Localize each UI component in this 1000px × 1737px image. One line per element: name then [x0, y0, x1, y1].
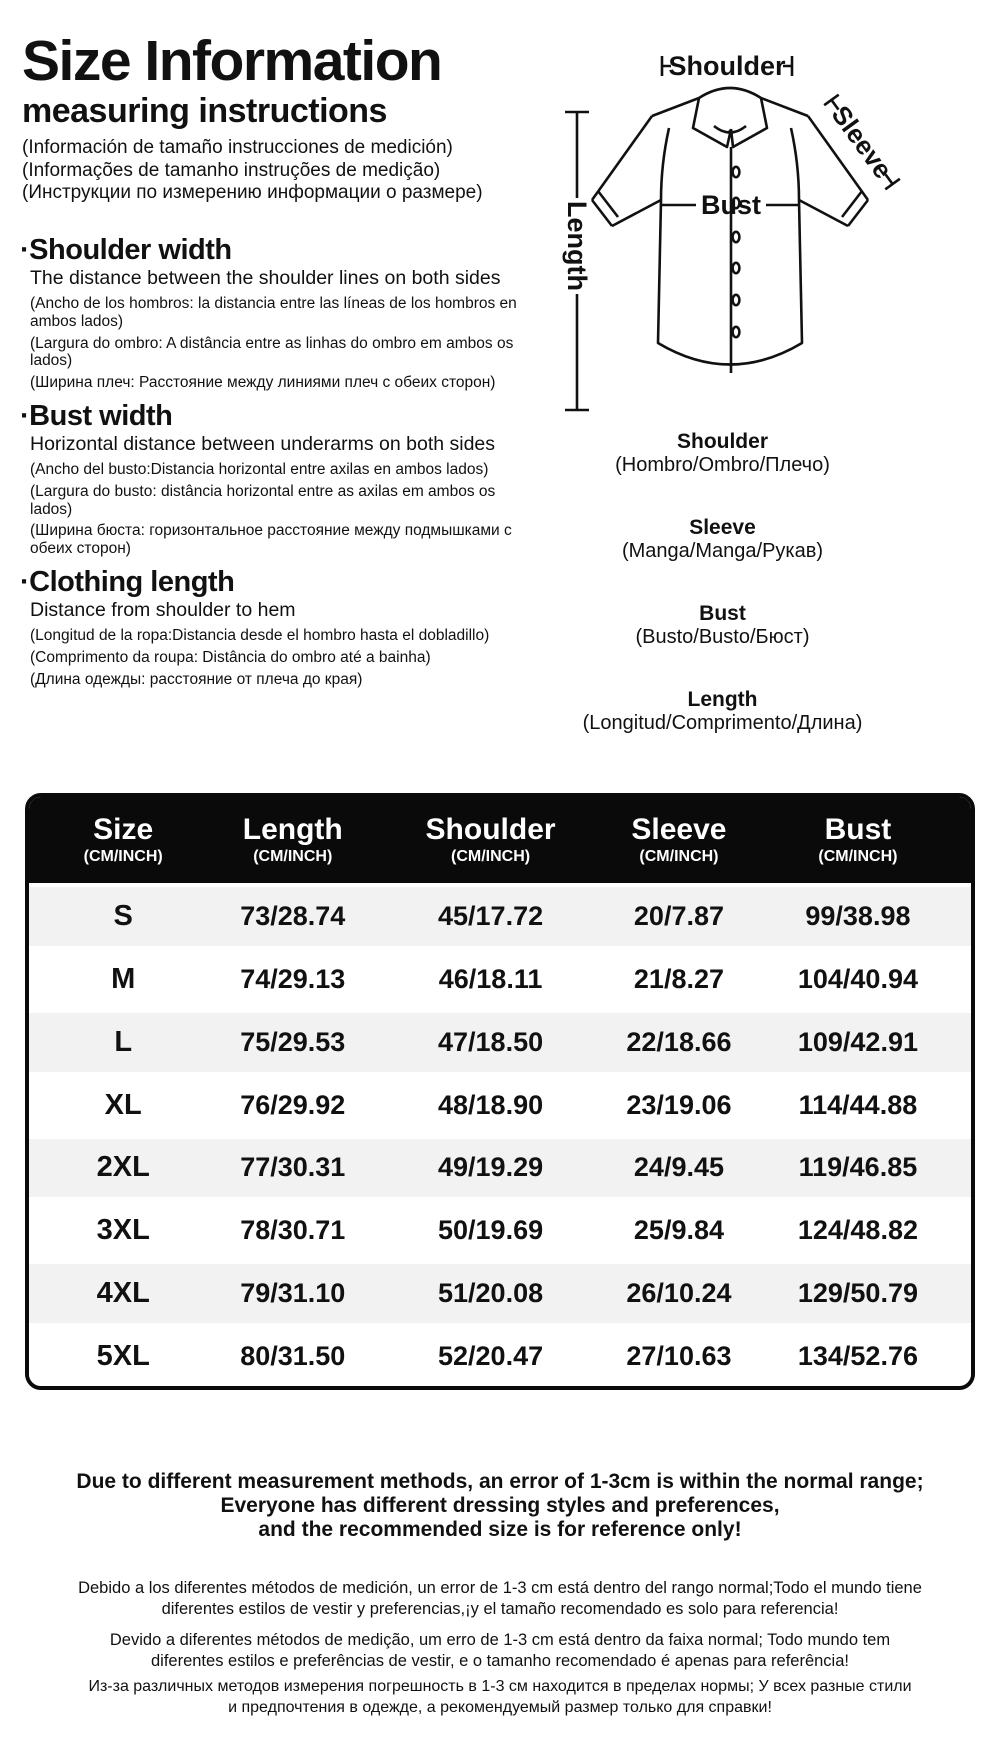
- cell-length: 74/29.13: [240, 963, 346, 994]
- legend-label: Sleeve: [689, 516, 756, 539]
- cell-length: 79/31.10: [240, 1278, 346, 1309]
- disclaimer-pt: [0, 1630, 1000, 1672]
- cell-size: M: [111, 962, 136, 995]
- cell-length: 78/30.71: [240, 1215, 346, 1246]
- column-header-shoulder: [368, 814, 613, 866]
- bullet-dot: ·: [20, 234, 30, 266]
- legend-translation: (Longitud/Comprimento/Длина): [582, 712, 863, 734]
- column-header-length: [217, 814, 368, 866]
- table-row-4xl: [29, 1260, 971, 1327]
- table-row-5xl: [29, 1327, 971, 1386]
- shirt-shoulder-left: [652, 98, 699, 116]
- cell-length: 80/31.50: [240, 1341, 346, 1372]
- definition-shoulder-width: [20, 234, 540, 392]
- cell-sleeve: 25/9.84: [633, 1215, 724, 1246]
- sleeve-diagram-label: Sleeve: [825, 99, 899, 185]
- column-header-size: [29, 814, 217, 866]
- bullet-dot: ·: [20, 565, 30, 598]
- size-table: [25, 793, 975, 1390]
- cell-sleeve: 20/7.87: [633, 900, 724, 931]
- column-unit: (CM/INCH): [253, 848, 333, 865]
- cell-shoulder: 50/19.69: [438, 1215, 544, 1246]
- cell-shoulder: 47/18.50: [438, 1026, 544, 1057]
- bust-measure-line: [661, 190, 799, 220]
- subtitle-translation-ru: (Инструкции по измерению информации о размере): [22, 182, 483, 203]
- legend-label: Bust: [699, 602, 746, 625]
- definition-translation-pt: (Largura do ombro: A distância entre as linhas do ombro em ambos os lados): [30, 334, 514, 370]
- header-block: [22, 30, 544, 205]
- armhole-seam-right: [791, 128, 799, 200]
- table-row-m: [29, 950, 971, 1009]
- definition-translation-ru: (Ширина плеч: Расстояние между линиями плеч с обеих сторон): [30, 374, 496, 392]
- disclaimer-en: [0, 1470, 1000, 1542]
- cell-bust: 129/50.79: [797, 1278, 918, 1309]
- cell-length: 75/29.53: [240, 1026, 346, 1057]
- definition-heading: [20, 400, 540, 432]
- column-unit: (CM/INCH): [83, 848, 163, 865]
- column-header-sleeve: [613, 814, 745, 866]
- disclaimer-ru: [0, 1676, 1000, 1718]
- size-table-body: [29, 883, 971, 1386]
- legend-sleeve: [540, 516, 905, 563]
- table-row-2xl: [29, 1135, 971, 1202]
- length-measure-line: [562, 112, 592, 410]
- cell-bust: 114/44.88: [798, 1089, 918, 1120]
- column-unit: (CM/INCH): [818, 848, 898, 865]
- legend-label: Length: [687, 688, 758, 711]
- definition-translation-es: (Ancho del busto:Distancia horizontal entre axilas en ambos lados): [30, 460, 489, 478]
- page-subtitle: measuring instructions: [22, 92, 387, 130]
- shirt-sleeve-left: [592, 116, 661, 226]
- legend-translation: (Hombro/Ombro/Плечо): [615, 454, 830, 476]
- cell-shoulder: 52/20.47: [438, 1341, 544, 1372]
- shirt-collar: [693, 88, 767, 147]
- cell-bust: 134/52.76: [797, 1341, 918, 1372]
- cell-length: 73/28.74: [240, 900, 346, 931]
- cell-size: 3XL: [96, 1214, 150, 1247]
- cell-sleeve: 21/8.27: [633, 963, 724, 994]
- legend-translation: (Busto/Busto/Бюст): [635, 626, 810, 648]
- disclaimer-es: [0, 1578, 1000, 1620]
- cell-length: 76/29.92: [240, 1089, 346, 1120]
- cell-size: L: [114, 1025, 133, 1058]
- measure-definitions: [20, 234, 540, 696]
- disclaimer-line: Из-за различных методов измерения погрешность в 1-3 см находится в пределах нормы; У всех разные стили: [88, 1678, 912, 1695]
- column-header-bust: [745, 814, 971, 866]
- cell-shoulder: 46/18.11: [438, 963, 543, 994]
- cell-size: S: [113, 899, 133, 932]
- cell-shoulder: 49/19.29: [438, 1152, 544, 1183]
- definition-heading-text: Bust width: [29, 399, 173, 432]
- cell-bust: 109/42.91: [797, 1026, 918, 1057]
- cell-bust: 124/48.82: [797, 1215, 918, 1246]
- definition-heading: [20, 234, 540, 266]
- disclaimer-line: Devido a diferentes métodos de medição, um erro de 1-3 cm está dentro da faixa normal; Todo mundo tem: [109, 1631, 891, 1649]
- cell-shoulder: 51/20.08: [438, 1278, 544, 1309]
- subtitle-translation-es: (Información de tamaño instrucciones de medición): [22, 137, 453, 158]
- sleeve-measure-line: [819, 91, 904, 193]
- cell-shoulder: 48/18.90: [438, 1089, 544, 1120]
- column-label: Shoulder: [425, 813, 556, 846]
- cell-sleeve: 23/19.06: [626, 1089, 732, 1120]
- shirt-diagram-icon: [548, 42, 988, 422]
- cell-size: 2XL: [96, 1151, 150, 1184]
- definition-description: The distance between the shoulder lines on both sides: [30, 267, 501, 289]
- disclaimer-line: diferentes estilos de vestir y preferencias,¡y el tamaño recomendado es solo para referencia!: [161, 1600, 839, 1618]
- legend-length: [540, 688, 905, 735]
- cell-bust: 119/46.85: [798, 1152, 918, 1183]
- column-label: Bust: [824, 813, 892, 846]
- column-unit: (CM/INCH): [639, 848, 719, 865]
- page-title: Size Information: [22, 29, 442, 93]
- cell-size: 4XL: [96, 1277, 150, 1310]
- cell-bust: 104/40.94: [797, 963, 918, 994]
- cell-sleeve: 22/18.66: [626, 1026, 732, 1057]
- definition-translation-ru: (Ширина бюста: горизонтальное расстояние между подмышками с обеих сторон): [30, 522, 512, 558]
- definition-description: Distance from shoulder to hem: [30, 598, 296, 621]
- table-row-3xl: [29, 1201, 971, 1260]
- definition-bust-width: [20, 400, 540, 558]
- cell-length: 77/30.31: [240, 1152, 346, 1183]
- disclaimer-line: and the recommended size is for reference only!: [258, 1518, 742, 1541]
- cell-sleeve: 27/10.63: [626, 1341, 732, 1372]
- table-row-xl: [29, 1076, 971, 1135]
- bust-diagram-label: Bust: [701, 190, 761, 220]
- definition-clothing-length: [20, 566, 540, 688]
- definition-heading-text: Shoulder width: [29, 234, 232, 266]
- length-diagram-label: Length: [562, 201, 592, 291]
- definition-translation-ru: (Длина одежды: расстояние от плеча до края): [30, 670, 363, 688]
- legend-label: Shoulder: [676, 430, 768, 453]
- shoulder-measure-line: [662, 48, 792, 82]
- subtitle-translation-pt: (Informações de tamanho instruções de medição): [22, 159, 441, 181]
- disclaimer-line: Everyone has different dressing styles and preferences,: [220, 1494, 780, 1517]
- definition-translation-pt: (Comprimento da roupa: Distância do ombro até a bainha): [30, 648, 431, 666]
- column-label: Length: [242, 813, 343, 846]
- cell-bust: 99/38.98: [805, 900, 911, 931]
- disclaimer-line: diferentes estilos e preferências de vestir, e o tamanho recomendado é apenas para referência!: [150, 1652, 849, 1670]
- column-label: Sleeve: [631, 813, 727, 846]
- column-label: Size: [93, 813, 154, 846]
- shirt-shoulder-right: [761, 98, 808, 116]
- cell-shoulder: 45/17.72: [438, 900, 544, 931]
- definition-translation-es: (Longitud de la ropa:Distancia desde el hombro hasta el dobladillo): [30, 626, 490, 644]
- legend-translation: (Manga/Manga/Рукав): [621, 540, 823, 562]
- disclaimer-line: Debido a los diferentes métodos de medición, un error de 1-3 cm está dentro del rango normal;Todo el mundo tiene: [78, 1579, 922, 1597]
- definition-description: Horizontal distance between underarms on both sides: [30, 432, 496, 455]
- cell-sleeve: 26/10.24: [626, 1278, 732, 1309]
- definition-heading-text: Clothing length: [29, 565, 235, 598]
- disclaimer-line: Due to different measurement methods, an error of 1-3cm is within the normal range;: [76, 1470, 924, 1493]
- disclaimer-line: и предпочтения в одежде, а рекомендуемый размер только для справки!: [228, 1699, 772, 1716]
- cell-size: XL: [104, 1088, 142, 1121]
- cell-size: 5XL: [96, 1340, 150, 1373]
- size-table-header: [29, 797, 971, 883]
- legend-shoulder: [540, 430, 905, 477]
- definition-translation-pt: (Largura do busto: distância horizontal entre as axilas em ambos os lados): [30, 482, 496, 518]
- column-unit: (CM/INCH): [451, 848, 531, 865]
- table-row-l: [29, 1009, 971, 1076]
- definition-heading: [20, 566, 540, 598]
- shirt-diagram: [548, 42, 988, 422]
- cell-sleeve: 24/9.45: [633, 1152, 724, 1183]
- definition-translation-es: (Ancho de los hombros: la distancia entre las líneas de los hombros en ambos lados): [30, 295, 517, 330]
- bullet-dot: ·: [20, 399, 30, 432]
- armhole-seam-left: [661, 128, 669, 200]
- table-row-s: [29, 883, 971, 950]
- legend-bust: [540, 602, 905, 649]
- shoulder-diagram-label: Shoulder: [668, 51, 786, 81]
